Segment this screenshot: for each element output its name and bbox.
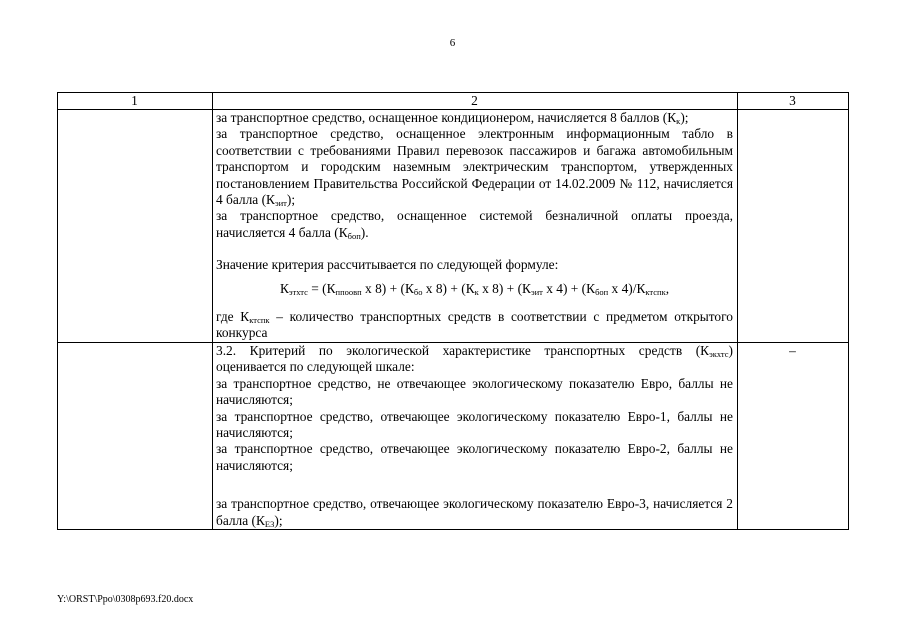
cell-col1: [58, 342, 213, 529]
paragraph-euro-2: за транспортное средство, отвечающее экологическому показателю Евро-2, баллы не начисляются;: [216, 441, 733, 473]
paragraph-info-board: за транспортное средство, оснащенное электронным информационным табло в соответствии с требованиями Правил перевозок пассажиров и багажа автомобильным транспортом и городским наземным электрическим транспортом, утвержденных постановлением Правительства Российской Федерации от 14.02.2009 № 112, начисляется 4 балла $(К_{эит})$;: [216, 126, 733, 209]
table-header-row: [58, 93, 849, 110]
paragraph-conditioner: за транспортное средство, оснащенное кондиционером, начисляется 8 баллов $(К_к)$;: [216, 110, 689, 126]
paragraph-euro-3: за транспортное средство, отвечающее экологическому показателю Евро-3, начисляется 2 балла $(К_{Е3})$;: [216, 496, 733, 529]
table-row: [58, 342, 849, 529]
cell-col3: [738, 110, 849, 343]
cell-col2: [213, 110, 738, 343]
formula-where: где $К_{ктспк}$ – количество транспортных средств в соответствии с предметом открытого конкурса: [216, 309, 733, 341]
page-number: 6: [449, 37, 456, 49]
formula-intro: Значение критерия рассчитывается по следующей формуле:: [216, 257, 559, 273]
cell-col1: [58, 110, 213, 343]
criteria-table: [57, 92, 849, 530]
column-header-1: 1: [58, 93, 213, 110]
criterion-3-2-intro: 3.2. Критерий по экологической характеристике транспортных средств $(К_{экхтс})$ оценивается по следующей шкале:: [216, 342, 733, 375]
paragraph-euro-1: за транспортное средство, отвечающее экологическому показателю Евро-1, баллы не начисляются;: [216, 408, 733, 440]
table-row: [58, 110, 849, 343]
column-header-3: 3: [738, 93, 849, 110]
cell-col2: [213, 342, 738, 529]
column-header-2: 2: [213, 93, 738, 110]
cell-col3-dash: –: [738, 342, 849, 529]
formula: $К_{этхтс} = (К_{ппоовп}$ х $8) + (К_{бо}$ х $8) + (К_к$ х $8) + (К_{эит}$ х $4) + (К_{боп}$ х $4)/К_{ктспк}$,: [279, 280, 670, 297]
paragraph-cashless: за транспортное средство, оснащенное системой безналичной оплаты проезда, начисляется 4 балла $(К_{боп})$.: [216, 208, 733, 241]
footer-file-path: Y:\ORST\Ppo\0308p693.f20.docx: [57, 594, 194, 605]
paragraph-euro-none: за транспортное средство, не отвечающее экологическому показателю Евро, баллы не начисляются;: [216, 375, 733, 408]
